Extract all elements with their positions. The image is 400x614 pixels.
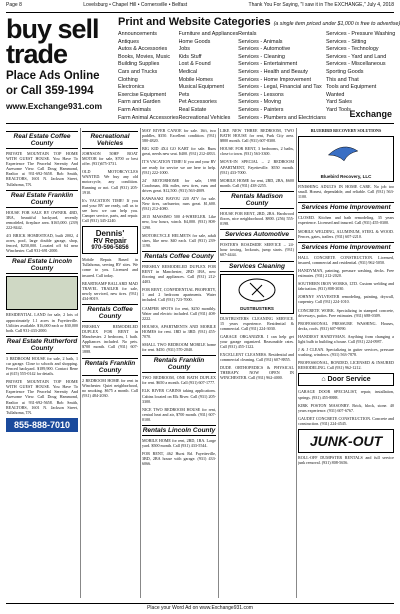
classified-ad: It's VACATION TIME! If you and your RV are ready, call us to see how we can help you. Camper service, parts, and repair. Call (931) 345-2240. xyxy=(82,197,138,224)
category-item[interactable]: Jobs xyxy=(178,46,190,53)
land-photo xyxy=(6,276,78,310)
classified-ad: IT'S VACATION TIME! If you and your RV are ready for service we are here to help. (931) 222-1000. xyxy=(142,159,216,175)
category-item[interactable]: Farm Animal Accessories xyxy=(118,114,179,121)
category-item[interactable]: Services - Automotive xyxy=(238,46,291,53)
category-item[interactable]: Farm and Garden xyxy=(118,99,161,106)
classified-ad: 2015 MASSIMO 500 4-WHEELER. Like new, low hours, winch. $4,000. (931) 808-1290. xyxy=(142,214,216,230)
category-item[interactable]: Services - Cleaning xyxy=(238,53,285,60)
classified-ad: ELK RIVER CABINS taking applications. Cabins located on Elk River. Call (931) 205-3300. xyxy=(142,388,216,404)
category-item[interactable]: Furniture and Appliances xyxy=(178,31,239,37)
category-item[interactable]: Home Goods xyxy=(178,38,211,45)
column-divider xyxy=(80,128,81,598)
section-heading: Rentals Franklin County xyxy=(142,355,216,373)
section-heading: Rentals Coffee County xyxy=(82,304,138,322)
category-item[interactable]: Services - Yard and Land xyxy=(325,53,387,60)
category-item[interactable]: Electronics xyxy=(118,84,145,91)
house-icon: ⌂ xyxy=(321,376,326,384)
classified-ad: PROFESSIONAL PRESSURE WASHING. Houses, decks, roofs. (931) 607-9090. xyxy=(298,320,394,331)
category-item[interactable]: Real Estate xyxy=(178,106,207,113)
category-item[interactable]: Announcements xyxy=(118,31,157,37)
category-item[interactable]: Books, Movies, Music xyxy=(118,53,171,60)
bluebird-caption: Bluebird Recovery, LLC xyxy=(320,174,372,180)
thanks-line: Thank You For Saying, "I saw it in The EXCHANGE," July 4, 2018 xyxy=(248,2,394,8)
classified-ad: HOUSE FOR RENT, 3 bedrooms, 2 baths, close to town. (931) 563-3300. xyxy=(220,146,294,157)
section-heading: Real Estate Coffee County xyxy=(6,131,78,149)
category-item[interactable]: Cars and Trucks xyxy=(118,68,158,75)
classified-ad: Mobile Repair. Based in Tullahoma, serving RV sites. We come to you. Licensed and insured. Call today. xyxy=(82,257,138,278)
paper-towns: Lovelsburg • Chapel Hill • Cornersville • Belfast xyxy=(83,2,188,8)
category-item[interactable]: Kids Stuff xyxy=(178,53,202,60)
classified-ad: CAMPER SPOTS for rent, $250 monthly. Water and electric included. Call (931) 408-2222. xyxy=(142,305,216,321)
category-column xyxy=(238,31,326,122)
classified-ad: NICE TWO BEDROOM HOUSE for rent, central heat and air, $700 month. (931) 607-0100. xyxy=(142,406,216,422)
bluebird-logo xyxy=(298,136,394,182)
page-header xyxy=(6,2,394,10)
door-service-logo xyxy=(298,373,394,386)
classified-ad: SOUTHERN IRON WORKS, LTD. Custom welding and fabrication. (931) 808-3030. xyxy=(298,281,394,292)
category-item[interactable]: Pet Accessories xyxy=(178,99,217,106)
section-heading: Rentals Madison County xyxy=(220,191,294,209)
classified-ad: TWO BEDROOM, ONE BATH DUPLEX for rent. $650 a month. Call (931) 607-1777. xyxy=(142,375,216,386)
classified-ad: HALL CONCRETE CONSTRUCTION. Licensed, insured, commercial and residential. (931) 962-5050. xyxy=(298,254,394,265)
bird-icon xyxy=(299,137,393,167)
category-item[interactable]: Mobile Homes xyxy=(178,76,213,83)
column-3 xyxy=(142,128,216,598)
classified-ad: LIKE NEW THREE BEDROOM, TWO BATH HOUSE for rent, Park City area. $800 month. Call (931) 607-8300. xyxy=(220,128,294,144)
page-footer[interactable]: Place your Word Ad on www.Exchange931.com xyxy=(6,603,394,611)
classified-ad: GAUDET CONCRETE CONSTRUCTION. Concrete and construction. (931) 224-4545. xyxy=(298,415,394,426)
classified-ad: GARAGE DOOR SPECIALIST, repair, installation, springs. (931) 455-8888. xyxy=(298,389,394,400)
classified-ad: FRESHLY REMODELED DUPLEX FOR RENT in Manchester, 2BD 1BA, new flooring and appliances. Call (931) 212-4403. xyxy=(142,263,216,285)
promo-block xyxy=(6,14,110,111)
classified-ad: CONCRETE WORK. Specializing in stamped concrete, driveways, patios. Free estimates. (931) 688-0309. xyxy=(298,307,394,318)
section-heading: Services Cleaning xyxy=(220,261,294,272)
classified-ad: FINISHING ADULTS IN HOME CARE. No job too small. Honest, dependable, and reliable. Call (931) 563-1100. xyxy=(298,184,394,200)
classified-ad: FOR RENT, CONFIDENTIAL PROPERTY, 1 and 2 bedroom apartments. Water included. Call (931) 723-7000. xyxy=(142,287,216,303)
column-2 xyxy=(82,128,138,598)
category-item[interactable]: Services - Painters xyxy=(238,106,284,113)
category-column xyxy=(179,31,239,122)
classified-ad: PRIVATE MOUNTAIN TOP HOME WITH GUEST HOUSE. You Have To Experience The Peaceful Serenity And Awesome View. Call Doug Hammond, Realtor at 931-692-5658. Bob Smith, REALTORS, 1601 N. Jackson Street, Tullahoma, TN. xyxy=(6,379,78,415)
category-item[interactable]: Clothing xyxy=(118,76,138,83)
classified-ad: EXCELLENT CLEANERS. Residential and commercial cleaning. Call (931) 607-8855. xyxy=(220,352,294,363)
classified-ad: JOHNNY SYLVESTER remodeling, painting, drywall, carpentry. Call (931) 224-1010. xyxy=(298,294,394,305)
category-column xyxy=(118,31,179,122)
classified-ad: HANDYMAN, painting, pressure washing, decks. Free estimates. (931) 212-2020. xyxy=(298,267,394,279)
category-item[interactable]: Services - Moving xyxy=(238,99,281,106)
section-heading: Rentals Franklin County xyxy=(82,358,138,376)
column-divider xyxy=(140,128,141,598)
classified-ad: BEARTRAMP BALLARD MAD TRAVEL TRAILER for sale, newly serviced, new tires. (931) 434-8019. xyxy=(82,280,138,301)
exchange-logo: Exchange xyxy=(349,109,392,119)
classified-ad: MOBILE HOME for rent, 2BD, 1BA. Large yard. $500 month. Call (931) 433-5544. xyxy=(142,438,216,449)
category-item[interactable]: Medical xyxy=(178,68,198,75)
category-item[interactable]: Yard Sales xyxy=(325,99,352,106)
column-divider xyxy=(218,128,219,598)
promo-line-1: Place Ads Online xyxy=(6,70,100,82)
section-heading: Services Automotive xyxy=(220,229,294,240)
category-item[interactable]: Pets xyxy=(178,91,190,98)
classified-ad: 4/3 BRICK HOMESTEAD, built 2002, 4 acres, pool, large double garage, shop, fenced, $250,000. Located off 64 near Winchester. Call 931-691-2000. xyxy=(6,233,78,254)
section-heading: Services Home Improvement xyxy=(298,202,394,213)
category-item[interactable]: Services - Plumbers and Electricians xyxy=(238,114,326,121)
classified-ad: BIG KID 4X4 GO KART for sale. Runs great, needs new seat. $400. (931) 212-4833. xyxy=(142,146,216,157)
rv-ad-title: RV Repair xyxy=(93,238,127,246)
category-item[interactable]: Services - Pressure Washing xyxy=(325,31,396,37)
category-item[interactable]: Farm Animals xyxy=(118,106,151,113)
classified-ad: HOUSE FOR SALE BY OWNER. 4BD, 3BA, beautiful backyard, recently remodeled, fireplace area. $165,000. (239) 222-8442. xyxy=(6,209,78,230)
category-item[interactable]: Yard Tools xyxy=(325,106,351,113)
category-item[interactable]: Antiques xyxy=(118,38,139,45)
broom-icon xyxy=(221,275,293,305)
category-item[interactable]: Services - Health and Beauty xyxy=(238,68,308,75)
categories-title xyxy=(118,16,400,28)
classified-ad: MAY RIVER CANOE for sale. 16ft, two paddles, $350. Excellent condition. (931) 580-4820. xyxy=(142,128,216,144)
classified-ad: FRESHLY REMODELED DUPLEX FOR RENT in Manchester. 2 bedroom, 1 bath. Appliances included. No pets. $700 month. Call (931) 607-1888. xyxy=(82,323,138,355)
classified-ad: J & J CLEAN. Specializing in gutter services, pressure washing, windows. (931) 563-7878. xyxy=(298,347,394,358)
rv-repair-ad xyxy=(82,226,138,254)
category-item[interactable]: Services - Home Improvement xyxy=(238,76,311,83)
classified-ad: DUDE ORTHOPEDICS & PHYSICAL THERAPY. NOW OPEN IN WINCHESTER. Call (931) 962-4000. xyxy=(220,365,294,381)
classified-ad: ROLL-OFF DUMPSTER RENTALS and full service junk removal. (931) 808-5656. xyxy=(298,455,394,466)
section-heading: Rentals Lincoln County xyxy=(142,427,216,435)
section-heading: Recreational Vehicles xyxy=(82,131,138,149)
classified-ad: CLOSED. Kitchen and bath remodeling. 35 years experience. Licensed and insured. Call (931) 455-0300. xyxy=(298,215,394,226)
classified-ad: MOVE-IN SPECIAL – 2 BEDROOM APARTMENT, Fayetteville. $550 month. (931) 433-7000. xyxy=(220,159,294,175)
category-item[interactable]: Services - Animals xyxy=(238,38,283,45)
promo-headline-2: trade xyxy=(6,39,68,69)
category-item[interactable]: Tools and Equipment xyxy=(325,84,377,91)
category-item[interactable]: Rentals xyxy=(238,31,257,37)
classified-ad: GARAGE ORGANIZER. I can help get your garage organized. Reasonable rates. Call (931) 455-1122. xyxy=(220,333,294,349)
classified-ad: PRIVATE MOUNTAIN TOP HOME WITH GUEST HOUSE. You Have To Experience The Peaceful Serenity And Awesome View. Call Doug Hammond, Realtor at 931-692-5658. Bob Smith, REALTORS, 1601 N. Jackson Street, Tullahoma, TN. xyxy=(6,151,78,187)
category-item[interactable]: Musical Equipment xyxy=(178,84,225,91)
category-item[interactable]: Wanted xyxy=(325,91,345,98)
section-heading: Real Estate Franklin County xyxy=(6,190,78,208)
classified-ad: 3 BEDROOM HOUSE for sale, 2 bath, 1 car garage. Close to schools and shopping. Fenced backyard. $189,900. Contact Rene at (615) 555-0142 for details. xyxy=(6,355,78,377)
promo-website[interactable]: www.Exchange931.com xyxy=(6,101,103,111)
classified-ad: OLD MOTORCYCLES WANTED. We buy any old motorcycle, any condition. Running or not. Call (931) 205-1910. xyxy=(82,169,138,195)
section-heading: Real Estate Lincoln County xyxy=(6,256,78,274)
classified-ad: JOHNSON 50HP BOAT MOTOR for sale, $700 or best offer. (931)675-3731. xyxy=(82,151,138,167)
category-item[interactable]: Services - Technology xyxy=(325,46,379,53)
classified-ad: BLUEBIRD RECOVERY SOLUTIONS xyxy=(310,128,382,133)
category-item[interactable]: Sporting Goods xyxy=(325,68,364,75)
section-heading: Services Home Improvement xyxy=(298,242,394,253)
category-item[interactable]: Building Supplies xyxy=(118,61,160,68)
classified-ad: SMALL TWO BEDROOM MOBILE home for rent. $450. (931) 570-2040. xyxy=(142,342,216,353)
category-item[interactable]: Recreational Vehicles xyxy=(178,114,231,121)
category-item[interactable]: This and That xyxy=(325,76,359,83)
classified-ad: KIRK POSTON MASONRY. Brick, block, stone. 40 years experience. (931) 607-6767. xyxy=(298,402,394,413)
page-number: Page 8 xyxy=(6,2,22,8)
column-divider xyxy=(296,128,297,598)
column-4 xyxy=(220,128,294,598)
classified-ad: 2 BEDROOM HOME for rent in Winchester. Quiet neighborhood, no smoking. $675 a month. Call (931) 484-2030. xyxy=(82,377,138,398)
classified-ad: RESIDENTIAL LAND for sale, 2 lots of approximately 1.1 acres in Fayetteville. Utilities available. $16,000 each or $30,000 both. Call 931-433-2000. xyxy=(6,312,78,333)
classified-ad: FOR RENT, 462 Hurst Rd. Fayetteville, 3BD, 2BA house with garage. (931) 433-6066. xyxy=(142,451,216,467)
top-band xyxy=(6,12,400,124)
classified-ad: MOTORCYCLE HELMETS for sale, adult sizes, like new. $40 each. Call (931) 239-1190. xyxy=(142,232,216,248)
classified-ad: 24' MOTORHOME for sale, 1998 Coachman, 46k miles, new tires, runs and drives great. $12,500. (931) 563-4009. xyxy=(142,177,216,193)
classified-ad: KAWASAKI BAYOU 220 ATV for sale. New tires, carburetor, runs great. $1,600. (931) 212-4080. xyxy=(142,196,216,212)
classified-ad: FOSTER'S ROADSIDE SERVICE – 24-hour towing, lockouts, jump starts. (931) 607-4444. xyxy=(220,242,294,258)
rv-ad-name: Dennis' xyxy=(95,229,125,239)
classified-ad: HOUSES, APARTMENTS AND MOBILE HOMES for rent. 1BD to 3BD. (931) 455-7070. xyxy=(142,323,216,339)
classified-ad: HOUSE FOR RENT, 2BD, 2BA. Hardwood floors, nice neighborhood. $800. (256) 555-0198. xyxy=(220,210,294,227)
category-item[interactable]: Services - Sitting xyxy=(325,38,367,45)
category-item[interactable]: Services - Lessons xyxy=(238,91,284,98)
category-item[interactable]: Autos & Accessories xyxy=(118,46,168,53)
category-item[interactable]: Services - Entertainment xyxy=(238,61,298,68)
dustbusters-logo xyxy=(220,274,294,314)
door-service-text: Door Service xyxy=(327,376,371,384)
categories-note: (a single item priced under $1,000 is free to advertise) xyxy=(273,21,400,27)
category-item[interactable]: Lost & Found xyxy=(178,61,211,68)
category-item[interactable]: Services - Miscellaneous xyxy=(325,61,386,68)
section-heading: Real Estate Rutherford County xyxy=(6,337,78,352)
section-heading: Rentals Coffee County xyxy=(142,251,216,262)
column-5 xyxy=(298,128,394,598)
classified-ad: MOBILE WELDING, ALUMINUM, STEEL & WOOD. Fences, gates, trailers. (931) 607-2210. xyxy=(298,228,394,239)
classified-ad: MOBILE HOME for rent, 2BD, 2BA, $600 month. Call (931) 438-2255. xyxy=(220,177,294,188)
classified-ad: HANDIEST HANDYMAN. Anything from changing a light bulb to building a house. Call (931) 224-0987. xyxy=(298,333,394,344)
column-1 xyxy=(6,128,78,598)
dustbusters-caption: DUSTBUSTERS xyxy=(240,305,274,311)
categories-title-text: Print and Website Categories xyxy=(118,16,271,28)
promo-line-2: or Call 359-1994 xyxy=(6,85,94,97)
category-item[interactable]: Exercise Equipment xyxy=(118,91,166,98)
promo-headline-1: buy sell xyxy=(6,14,99,44)
discover-phone-banner: 855-888-7010 xyxy=(6,418,78,432)
junk-out-logo: JUNK-OUT xyxy=(298,429,394,453)
classified-ad: DUSTBUSTERS CLEANING SERVICE. 15 years experience. Residential & commercial. Call (931) 224-3030. xyxy=(220,315,294,331)
rv-ad-phone: 970-596-5856 xyxy=(91,245,129,252)
classified-ad: PROFESSIONAL, BONDED, LICENSED & INSURED REMODELING. Call (931) 962-1212. xyxy=(298,360,394,371)
category-item[interactable]: Services - Legal, Financial and Tax xyxy=(238,84,322,91)
